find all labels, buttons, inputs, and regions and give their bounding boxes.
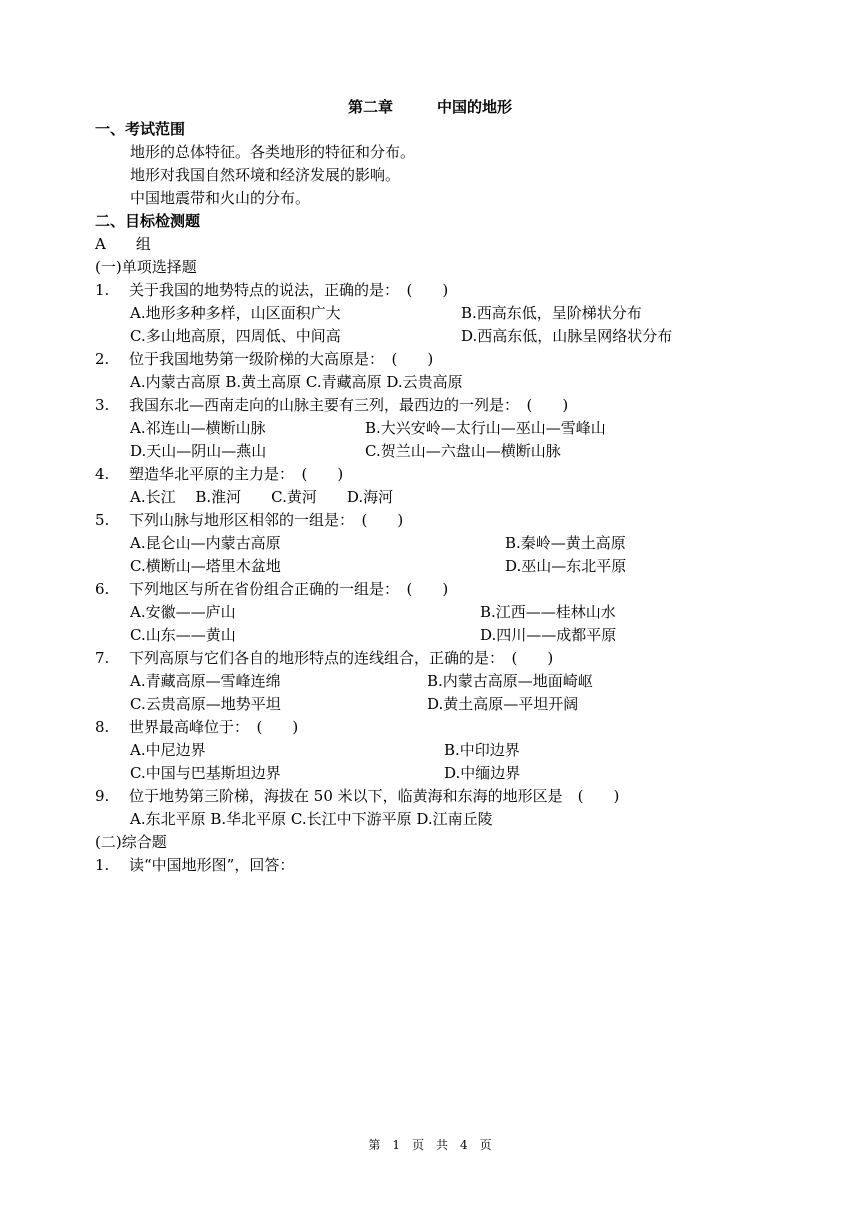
option: A.昆仑山—内蒙古高原: [130, 534, 281, 552]
option: A.青藏高原—雪峰连绵: [130, 672, 281, 690]
option: B.大兴安岭—太行山—巫山—雪峰山: [365, 419, 606, 437]
question-text: 位于我国地势第一级阶梯的大高原是： ( ): [129, 350, 434, 368]
question-number: 6.: [95, 580, 110, 598]
question-number: 2.: [95, 350, 110, 368]
question: [95, 785, 619, 807]
chapter-number: 第二章: [347, 98, 393, 116]
part-heading-choice: (一)单项选择题: [95, 258, 197, 276]
option: C.横断山—塔里木盆地: [130, 557, 281, 575]
chapter-name: 中国的地形: [437, 98, 513, 116]
section-heading-scope: 一、考试范围: [95, 120, 186, 138]
option: A.安徽——庐山: [130, 603, 236, 621]
page-title: [0, 96, 860, 117]
scope-item: 地形对我国自然环境和经济发展的影响。: [130, 166, 401, 184]
question-text: 关于我国的地势特点的说法，正确的是： ( ): [129, 281, 449, 299]
option: D.四川——成都平原: [480, 626, 617, 644]
question-number: 7.: [95, 649, 110, 667]
question-text: 世界最高峰位于： ( ): [129, 718, 299, 736]
option: D.巫山—东北平原: [505, 557, 627, 575]
question-number: 1.: [95, 856, 110, 874]
question: [95, 348, 433, 370]
question-number: 5.: [95, 511, 110, 529]
option: A.祁连山—横断山脉: [130, 419, 266, 437]
question-text: 读“中国地形图”，回答：: [129, 856, 295, 874]
question-number: 3.: [95, 396, 110, 414]
scope-item: 地形的总体特征。各类地形的特征和分布。: [130, 143, 416, 161]
option: C.中国与巴基斯坦边界: [130, 764, 281, 782]
question-text: 位于地势第三阶梯，海拔在 50 米以下，临黄海和东海的地形区是 ( ): [129, 787, 620, 805]
page-footer: 第 1 页 共 4 页: [368, 1138, 492, 1152]
option: C.贺兰山—六盘山—横断山脉: [365, 442, 561, 460]
question-text: 下列高原与它们各自的地形特点的连线组合，正确的是： ( ): [129, 649, 554, 667]
question-number: 1.: [95, 281, 110, 299]
option: A.地形多种多样，山区面积广大: [130, 304, 341, 322]
question-number: 9.: [95, 787, 110, 805]
option: B.内蒙古高原—地面崎岖: [427, 672, 593, 690]
question: [95, 854, 294, 876]
option: D.天山—阴山—燕山: [130, 442, 267, 460]
section-heading-exercises: 二、目标检测题: [95, 212, 201, 230]
question: [95, 509, 403, 531]
option: B.西高东低，呈阶梯状分布: [461, 304, 642, 322]
question-number: 4.: [95, 465, 110, 483]
option: B.秦岭—黄土高原: [505, 534, 626, 552]
question-text: 我国东北—西南走向的山脉主要有三列，最西边的一列是： ( ): [129, 396, 569, 414]
group-label: A 组: [95, 235, 151, 253]
scope-item: 中国地震带和火山的分布。: [130, 189, 311, 207]
question-text: 下列山脉与地形区相邻的一组是： ( ): [129, 511, 404, 529]
option: C.山东——黄山: [130, 626, 236, 644]
option: C.云贵高原—地势平坦: [130, 695, 281, 713]
option: D.中缅边界: [444, 764, 521, 782]
option: C.多山地高原，四周低、中间高: [130, 327, 341, 345]
option: B.中印边界: [444, 741, 520, 759]
question-text: 下列地区与所在省份组合正确的一组是： ( ): [129, 580, 449, 598]
option-line: A.东北平原 B.华北平原 C.长江中下游平原 D.江南丘陵: [130, 810, 493, 828]
question: [95, 394, 568, 416]
question: [95, 647, 553, 669]
question: [95, 578, 448, 600]
question-number: 8.: [95, 718, 110, 736]
option: A.中尼边界: [130, 741, 206, 759]
question: [95, 716, 298, 738]
question: [95, 279, 448, 301]
part-heading-comprehensive: (二)综合题: [95, 833, 167, 851]
option-line: A.长江 B.淮河 C.黄河 D.海河: [130, 488, 394, 506]
option: B.江西——桂林山水: [480, 603, 616, 621]
option-line: A.内蒙古高原 B.黄土高原 C.青藏高原 D.云贵高原: [130, 373, 463, 391]
question-text: 塑造华北平原的主力是： ( ): [129, 465, 344, 483]
option: D.西高东低，山脉呈网络状分布: [461, 327, 673, 345]
option: D.黄土高原—平坦开阔: [427, 695, 579, 713]
question: [95, 463, 343, 485]
